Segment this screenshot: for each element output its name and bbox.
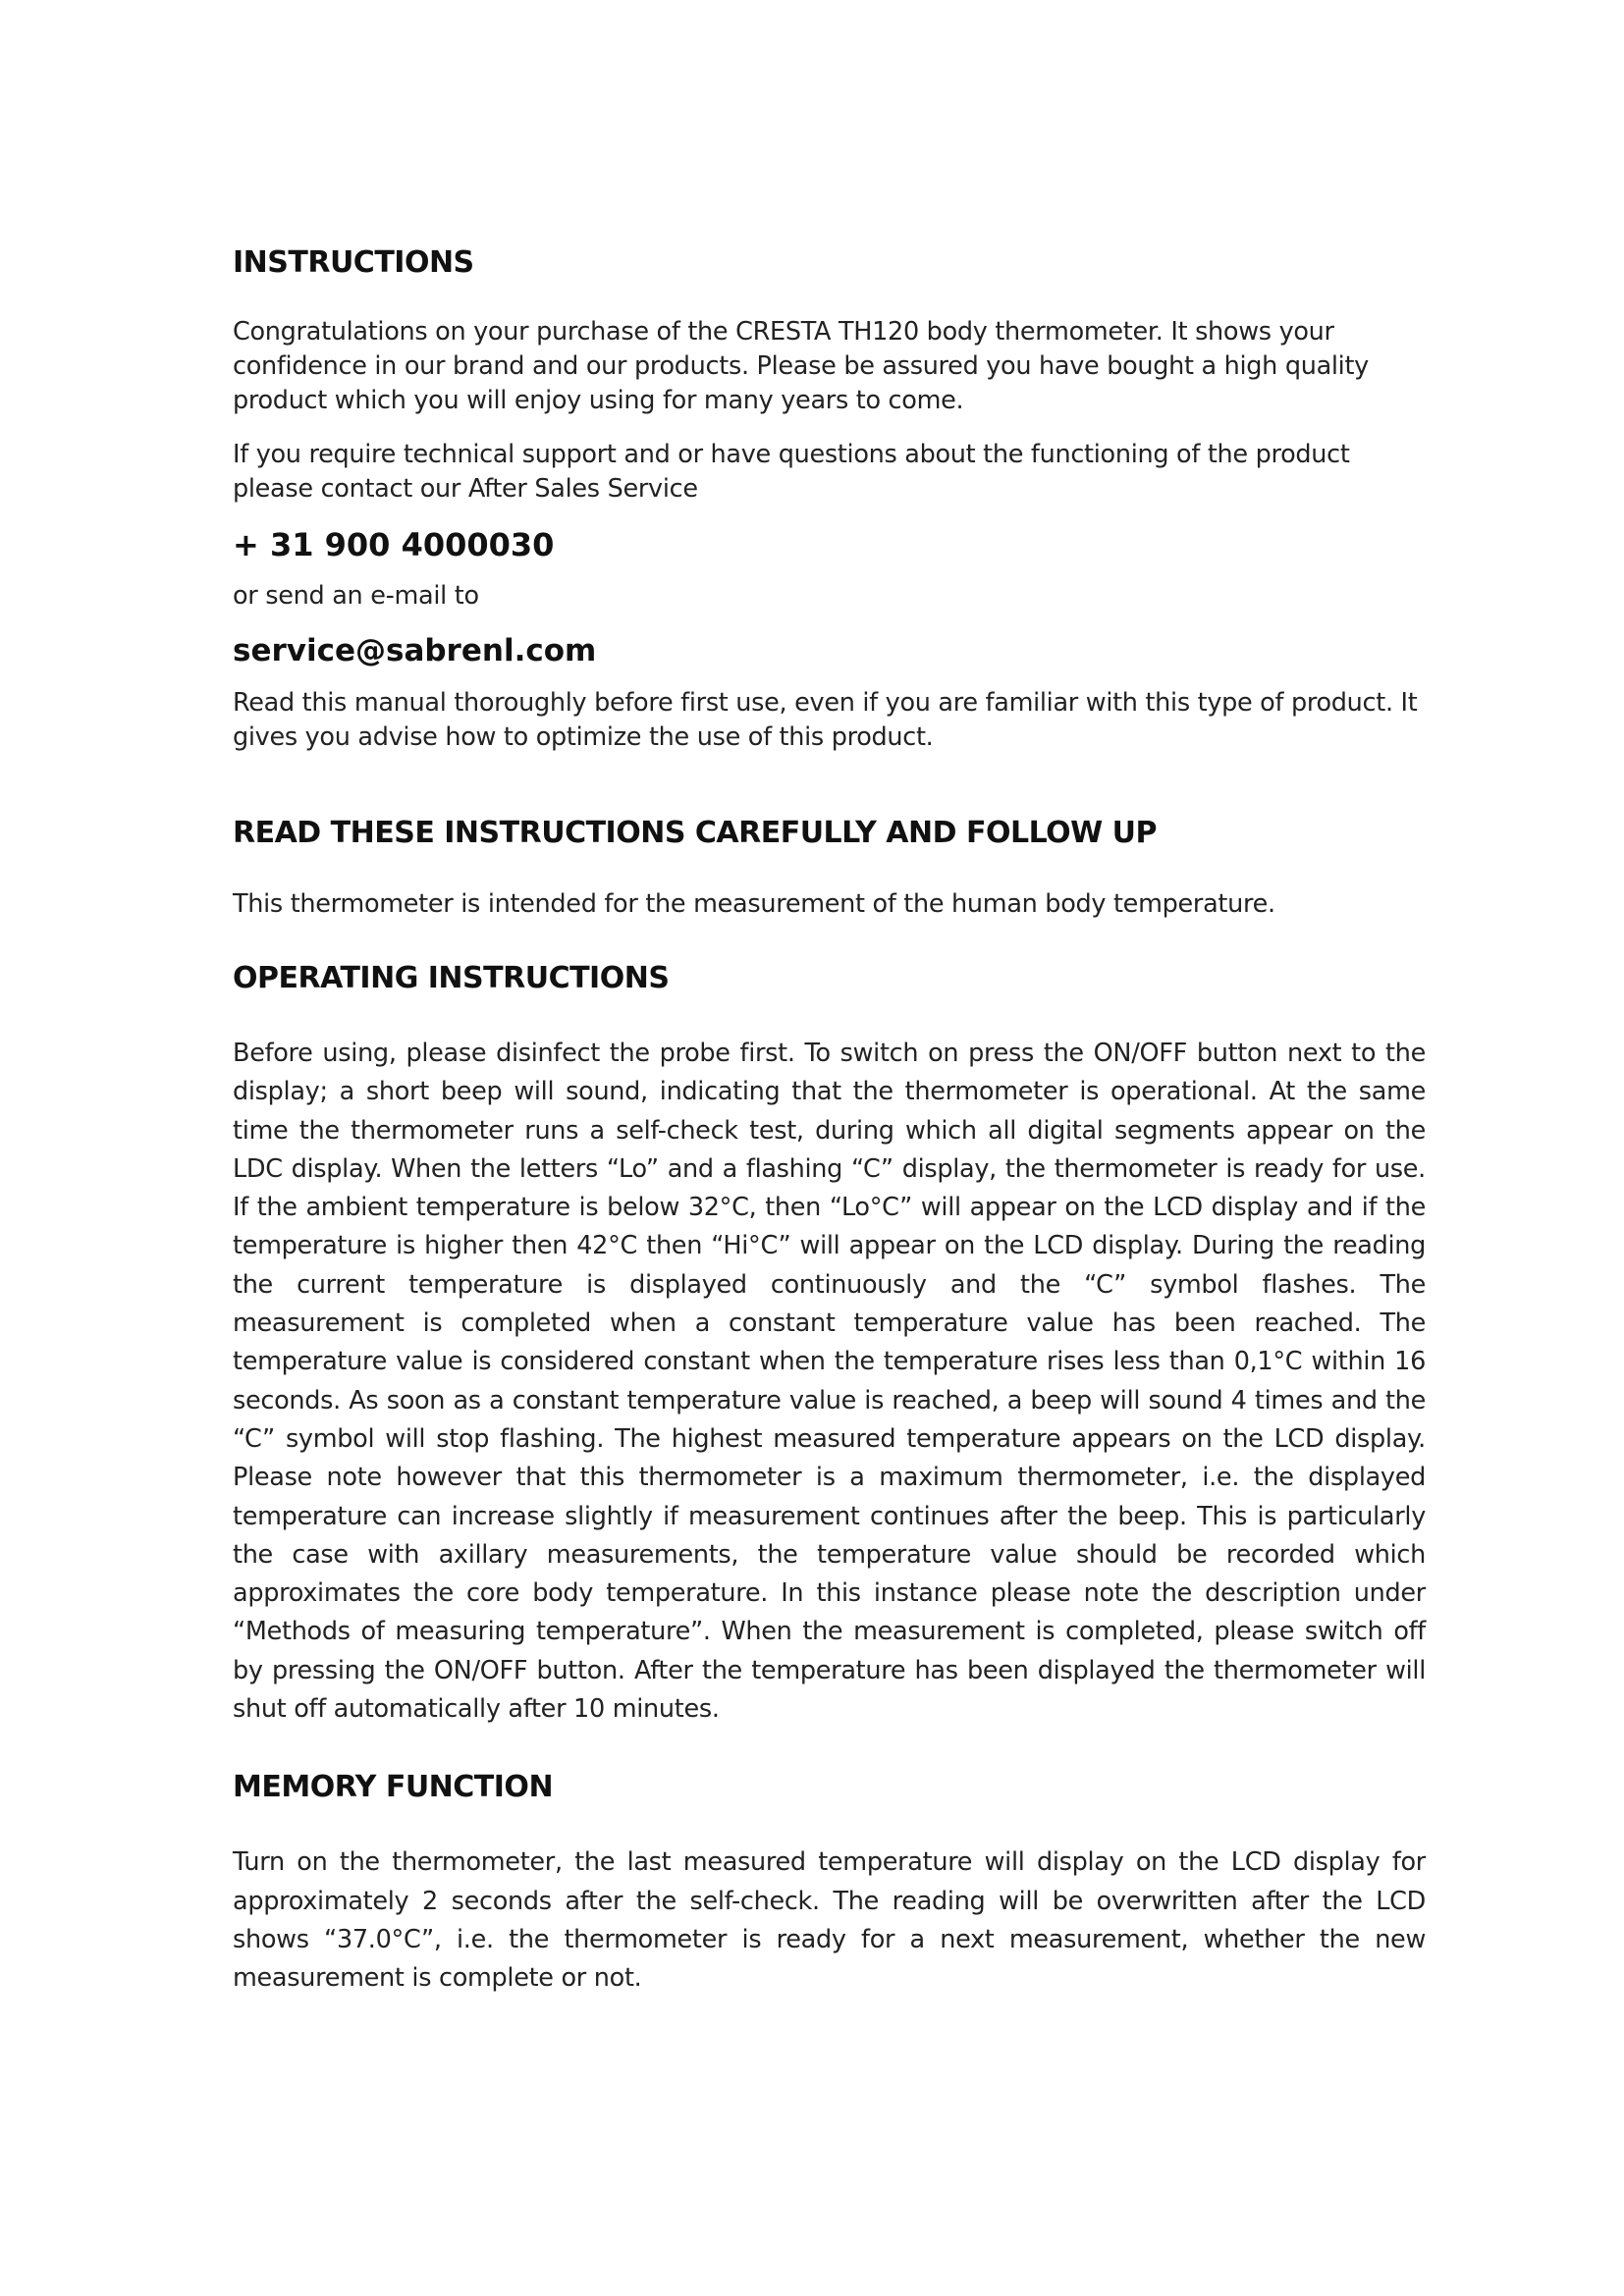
operating-heading: OPERATING INSTRUCTIONS xyxy=(233,961,670,995)
support-paragraph: If you require technical support and or have questions about the functioning of the product please contact our After Sales Service xyxy=(233,440,1350,504)
intro-paragraph: Congratulations on your purchase of the CRESTA TH120 body thermometer. It shows your confidence in our brand and our products. Please be assured you have bought a high quality product which you will enjoy using for many years to come. xyxy=(233,317,1369,415)
read-carefully-heading: READ THESE INSTRUCTIONS CAREFULLY AND FOLLOW UP xyxy=(233,816,1157,850)
operating-text: Before using, please disinfect the probe first. To switch on press the ON/OFF button next to the display; a short beep will sound, indicating that the thermometer is operational. At the same time the thermometer runs a self-check test, during which all digital segments appear on the LDC display. When the letters “Lo” and a flashing “C” display, the thermometer is ready for use. If the ambient temperature is below 32°C, then “Lo°C” will appear on the LCD display and if the temperature is higher then 42°C then “Hi°C” will appear on the LCD display. During the reading the current temperature is displayed continuously and the “C” symbol flashes. The measurement is completed when a constant temperature value has been reached. The temperature value is considered constant when the temperature rises less than 0,1°C within 16 seconds. As soon as a constant temperature value is reached, a beep will sound 4 times and the “C” symbol will stop flashing. The highest measured temperature appears on the LCD display. Please note however that this thermometer is a maximum thermometer, i.e. the displayed temperature can increase slightly if measurement continues after the beep. This is particularly the case with axillary measurements, the temperature value should be recorded which approximates the core body temperature. In this instance please note the description under “Methods of measuring temperature”. When the measurement is completed, please switch off by pressing the ON/OFF button. After the temperature has been displayed the thermometer will shut off automatically after 10 minutes. xyxy=(233,1039,1426,1725)
or-email-text: or send an e-mail to xyxy=(233,581,479,611)
email-address: service@sabrenl.com xyxy=(233,633,597,668)
memory-text: Turn on the thermometer, the last measured temperature will display on the LCD display for approximately 2 seconds after the self-check. The reading will be overwritten after the LCD shows “37.0°C”, i.e. the thermometer is ready for a next measurement, whether the new measurement is complete or not. xyxy=(233,1847,1426,1994)
document-page xyxy=(233,245,1426,1999)
instructions-heading: INSTRUCTIONS xyxy=(233,245,474,280)
memory-heading: MEMORY FUNCTION xyxy=(233,1770,554,1805)
read-carefully-text: This thermometer is intended for the measurement of the human body temperature. xyxy=(233,889,1275,919)
phone-number: + 31 900 4000030 xyxy=(233,526,555,563)
read-manual-paragraph: Read this manual thoroughly before first use, even if you are familiar with this type of product. It gives you advise how to optimize the use of this product. xyxy=(233,688,1418,752)
